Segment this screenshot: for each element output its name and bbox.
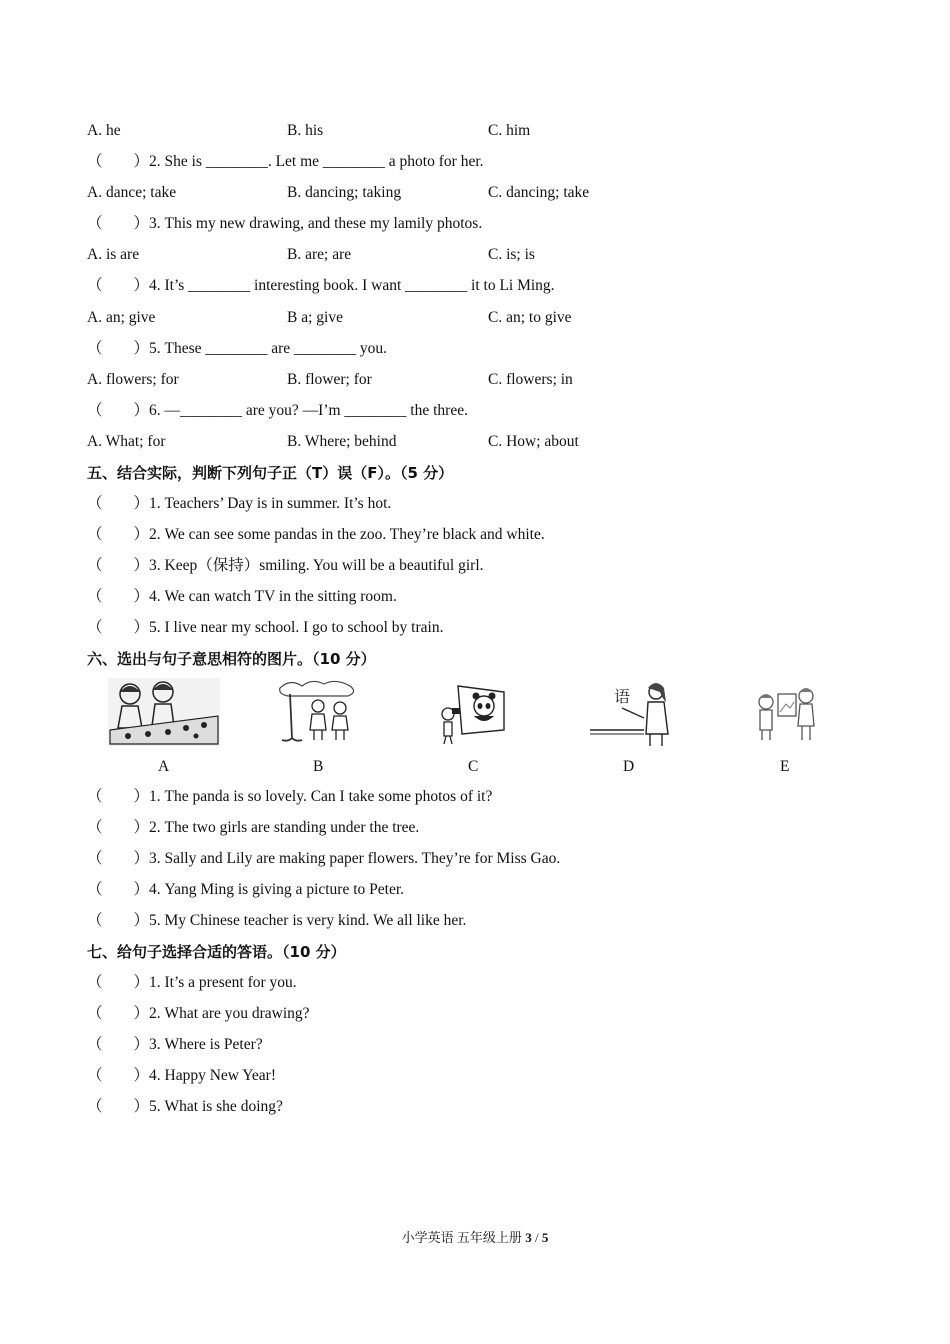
- q3-option-b: B. are; are: [287, 246, 352, 263]
- q3-option-c: C. is; is: [488, 246, 535, 263]
- q2-option-b: B. dancing; taking: [287, 184, 402, 201]
- q4-text: （ ）4. It’s ________ interesting book. I want ________ it to Li Ming.: [87, 277, 555, 294]
- chinese-teacher-picture: [588, 678, 672, 748]
- q4-option-c: C. an; to give: [488, 309, 572, 326]
- q3-option-a: A. is are: [87, 246, 140, 263]
- s5-item-3: （ ）3. Keep（保持）smiling. You will be a beautiful girl.: [87, 557, 484, 574]
- picture-label-d: D: [623, 758, 635, 775]
- s5-item-2: （ ）2. We can see some pandas in the zoo. They’re black and white.: [87, 526, 545, 543]
- q6-option-a: A. What; for: [87, 433, 166, 450]
- q2-option-c: C. dancing; take: [488, 184, 590, 201]
- q5-option-c: C. flowers; in: [488, 371, 573, 388]
- footer-separator: /: [531, 1230, 542, 1245]
- q6-option-b: B. Where; behind: [287, 433, 397, 450]
- q5-option-a: A. flowers; for: [87, 371, 179, 388]
- s5-item-1: （ ）1. Teachers’ Day is in summer. It’s hot.: [87, 495, 392, 512]
- s7-item-2: （ ）2. What are you drawing?: [87, 1005, 310, 1022]
- page-footer: [0, 1227, 950, 1246]
- q5-option-b: B. flower; for: [287, 371, 372, 388]
- q4-option-b: B a; give: [287, 309, 343, 326]
- picture-label-a: A: [158, 758, 170, 775]
- s7-item-1: （ ）1. It’s a present for you.: [87, 974, 297, 991]
- giving-picture-picture: [754, 678, 820, 744]
- section7-title: 七、给句子选择合适的答语。（10 分）: [87, 943, 346, 961]
- q3-text: （ ）3. This my new drawing, and these my lamily photos.: [87, 215, 483, 232]
- s5-item-4: （ ）4. We can watch TV in the sitting room.: [87, 588, 397, 605]
- section6-title: 六、选出与句子意思相符的图片。（10 分）: [87, 650, 376, 668]
- q4-option-a: A. an; give: [87, 309, 156, 326]
- picture-label-b: B: [313, 758, 324, 775]
- s5-item-5: （ ）5. I live near my school. I go to school by train.: [87, 619, 444, 636]
- panda-photo-picture: [438, 678, 508, 744]
- s6-item-4: （ ）4. Yang Ming is giving a picture to Peter.: [87, 881, 405, 898]
- q1-option-b: B. his: [287, 122, 324, 139]
- section5-title: 五、结合实际，判断下列句子正（T）误（F）。（5 分）: [87, 464, 454, 482]
- s7-item-3: （ ）3. Where is Peter?: [87, 1036, 263, 1053]
- q1-option-a: A. he: [87, 122, 121, 139]
- board-character: 语: [614, 687, 631, 706]
- s6-item-2: （ ）2. The two girls are standing under the tree.: [87, 819, 420, 836]
- picture-label-c: C: [468, 758, 479, 775]
- s6-item-3: （ ）3. Sally and Lily are making paper flowers. They’re for Miss Gao.: [87, 850, 561, 867]
- girls-making-flowers-picture: [108, 678, 220, 746]
- q2-option-a: A. dance; take: [87, 184, 177, 201]
- q6-option-c: C. How; about: [488, 433, 579, 450]
- s7-item-4: （ ）4. Happy New Year!: [87, 1067, 276, 1084]
- footer-page-total: 5: [541, 1230, 549, 1245]
- q2-text: （ ）2. She is ________. Let me ________ a photo for her.: [87, 153, 484, 170]
- s7-item-5: （ ）5. What is she doing?: [87, 1098, 283, 1115]
- q5-text: （ ）5. These ________ are ________ you.: [87, 340, 388, 357]
- q1-option-c: C. him: [488, 122, 531, 139]
- footer-subject: 小学英语 五年级上册: [401, 1230, 526, 1245]
- q6-text: （ ）6. —________ are you? —I’m ________ the three.: [87, 402, 468, 419]
- footer-page-number: 3: [525, 1230, 532, 1245]
- s6-item-1: （ ）1. The panda is so lovely. Can I take some photos of it?: [87, 788, 493, 805]
- picture-label-e: E: [780, 758, 790, 775]
- girls-under-tree-picture: [278, 678, 358, 744]
- s6-item-5: （ ）5. My Chinese teacher is very kind. We all like her.: [87, 912, 467, 929]
